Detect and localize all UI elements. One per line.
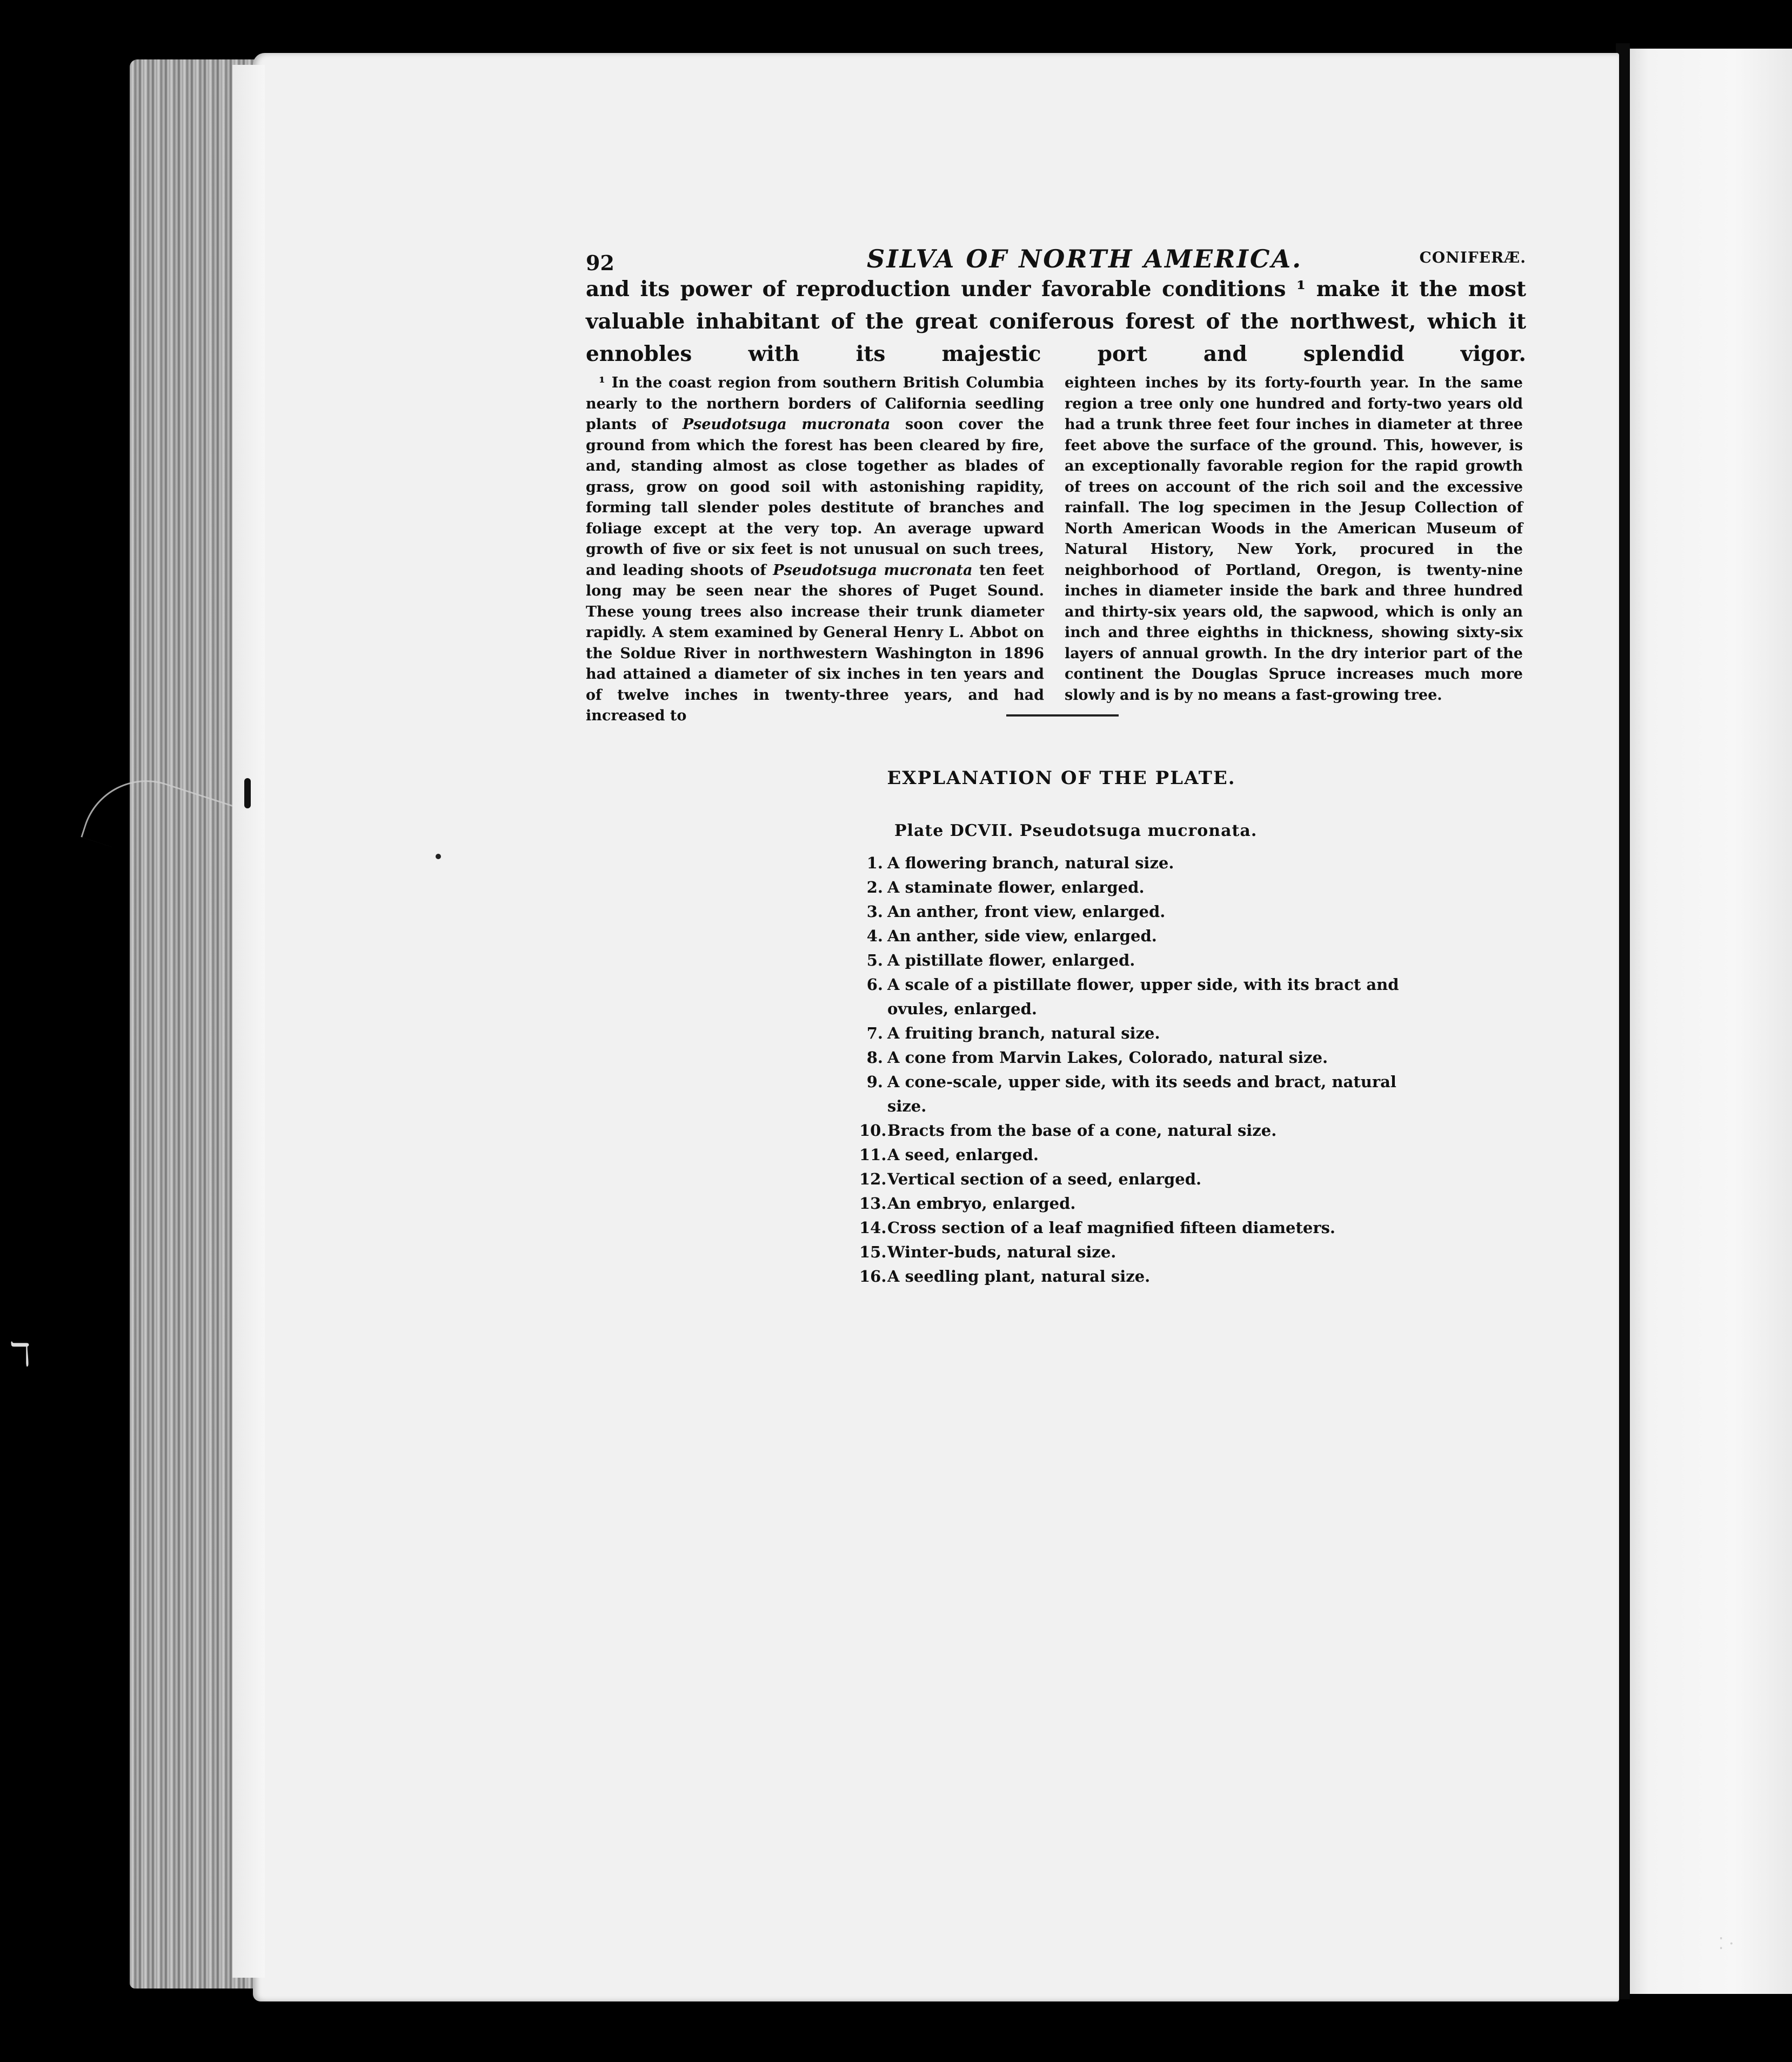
plate-item-number: 9. — [866, 1073, 883, 1091]
plate-item-text: Winter-buds, natural size. — [887, 1243, 1116, 1261]
binding-mark — [244, 778, 251, 808]
running-header — [586, 244, 1526, 277]
species-name: Pseudotsuga mucronata — [773, 561, 973, 579]
plate-item — [859, 1264, 1432, 1289]
plate-item-text: Bracts from the base of a cone, natural size. — [887, 1121, 1277, 1140]
intro-paragraph: and its power of reproduction under favorable conditions ¹ make it the most valuable inhabitant of the great coniferous forest of the northwest, which it ennobles with its majestic port and splendid vigor. — [586, 277, 1526, 366]
plate-item — [859, 1143, 1432, 1167]
plate-item — [859, 1216, 1432, 1240]
plate-item-number: 1. — [866, 854, 883, 872]
plate-item-number: 2. — [866, 878, 883, 896]
margin-mark: ℸ — [10, 1336, 31, 1374]
plate-item-text: A flowering branch, natural size. — [887, 854, 1174, 872]
running-title: SILVA OF NORTH AMERICA. — [867, 244, 1303, 273]
page-edge-highlight — [232, 65, 265, 1978]
footnote-text: ten feet long may be seen near the shores of Puget Sound. These young trees also increase their trunk diameter rapidly. A stem examined by General Henry L. Abbot on the Soldue River in northwestern Washington in 1896 had attained a diameter of six inches in ten years and of twelve inches in twenty-three years, and had increased to — [586, 561, 1044, 724]
plate-item — [859, 1240, 1432, 1264]
plate-item-text: Cross section of a leaf magnified fifteen diameters. — [887, 1219, 1336, 1237]
ink-dot — [436, 854, 441, 859]
plate-item-number: 5. — [866, 951, 883, 969]
footnote-right-column: eighteen inches by its forty-fourth year. In the same region a tree only one hundred and forty-two years old had a trunk three feet four inches in diameter at three feet above the surface of the ground. This, however, is an exceptionally favorable region for the rapid growth of trees on account of the rich soil and the excessive rainfall. The log specimen in the Jesup Collection of North American Woods in the American Museum of Natural History, New York, procured in the neighborhood of Portland, Oregon, is twenty-nine inches in diameter inside the bark and three hundred and thirty-six years old, the sapwood, which is only an inch and three eighths in thickness, showing sixty-six layers of annual growth. In the dry interior part of the continent the Douglas Spruce increases much more slowly and is by no means a fast-growing tree. — [1065, 374, 1523, 704]
plate-item-number: 7. — [866, 1024, 883, 1042]
plate-item-number: 14. — [859, 1219, 887, 1237]
plate-item-number: 3. — [866, 902, 883, 921]
plate-item-text: A seedling plant, natural size. — [887, 1267, 1151, 1286]
footnote-left-column — [586, 373, 1044, 727]
footnote-text: soon cover the ground from which the forest has been cleared by fire, and, standing almost as close together as blades of grass, grow on good soil with astonishing rapidity, forming tall slender poles destitute of branches and foliage except at the very top. An average upward growth of five or six feet is not unusual on such trees, and leading shoots of — [586, 416, 1045, 579]
plate-item — [859, 900, 1432, 924]
plate-item-text: A cone-scale, upper side, with its seeds and bract, natural size. — [887, 1073, 1396, 1115]
plate-item — [859, 1021, 1432, 1046]
plate-item — [859, 973, 1432, 1021]
plate-item — [859, 924, 1432, 948]
plate-item — [859, 875, 1432, 900]
plate-item-number: 12. — [859, 1170, 887, 1188]
plate-title: Plate DCVII. Pseudotsuga mucronata. — [894, 821, 1258, 840]
plate-item-number: 8. — [866, 1048, 883, 1067]
plate-item-text: A pistillate flower, enlarged. — [887, 951, 1135, 969]
plate-item-text: An embryo, enlarged. — [887, 1194, 1076, 1213]
plate-item-number: 10. — [859, 1121, 887, 1140]
plate-item — [859, 1046, 1432, 1070]
plate-item-text: A cone from Marvin Lakes, Colorado, natural size. — [887, 1048, 1328, 1067]
plate-item — [859, 851, 1432, 875]
plate-item-text: A staminate flower, enlarged. — [887, 878, 1145, 896]
plate-item-text: A scale of a pistillate flower, upper side, with its bract and ovules, enlarged. — [887, 975, 1399, 1018]
plate-item — [859, 1191, 1432, 1216]
plate-item-number: 6. — [866, 975, 883, 994]
scan-specks: ⁚ · — [1719, 1934, 1734, 1953]
page-number: 92 — [586, 251, 614, 275]
species-name: Pseudotsuga mucronata — [682, 416, 891, 433]
plate-item-text: A seed, enlarged. — [887, 1146, 1039, 1164]
plate-item-text: An anther, front view, enlarged. — [887, 902, 1166, 921]
plate-item-number: 15. — [859, 1243, 887, 1261]
plate-item-text: A fruiting branch, natural size. — [887, 1024, 1160, 1042]
plate-item — [859, 948, 1432, 973]
plate-item-text: An anther, side view, enlarged. — [887, 927, 1157, 945]
plate-item — [859, 1070, 1432, 1119]
plate-list — [859, 851, 1432, 1289]
section-label: CONIFERÆ. — [1419, 249, 1526, 266]
plate-item-number: 11. — [859, 1146, 887, 1164]
plate-item-text: Vertical section of a seed, enlarged. — [887, 1170, 1202, 1188]
plate-item-number: 13. — [859, 1194, 887, 1213]
plate-item — [859, 1167, 1432, 1191]
plate-item-number: 4. — [866, 927, 883, 945]
plate-item-number: 16. — [859, 1267, 887, 1286]
plate-item — [859, 1119, 1432, 1143]
footnote-text: ¹ In the coast region from southern British Columbia nearly to the northern borders of California seedling plants of — [586, 374, 1044, 433]
facing-page-edge — [1627, 49, 1792, 1994]
plate-heading: EXPLANATION OF THE PLATE. — [887, 767, 1236, 789]
section-divider — [1006, 714, 1119, 717]
